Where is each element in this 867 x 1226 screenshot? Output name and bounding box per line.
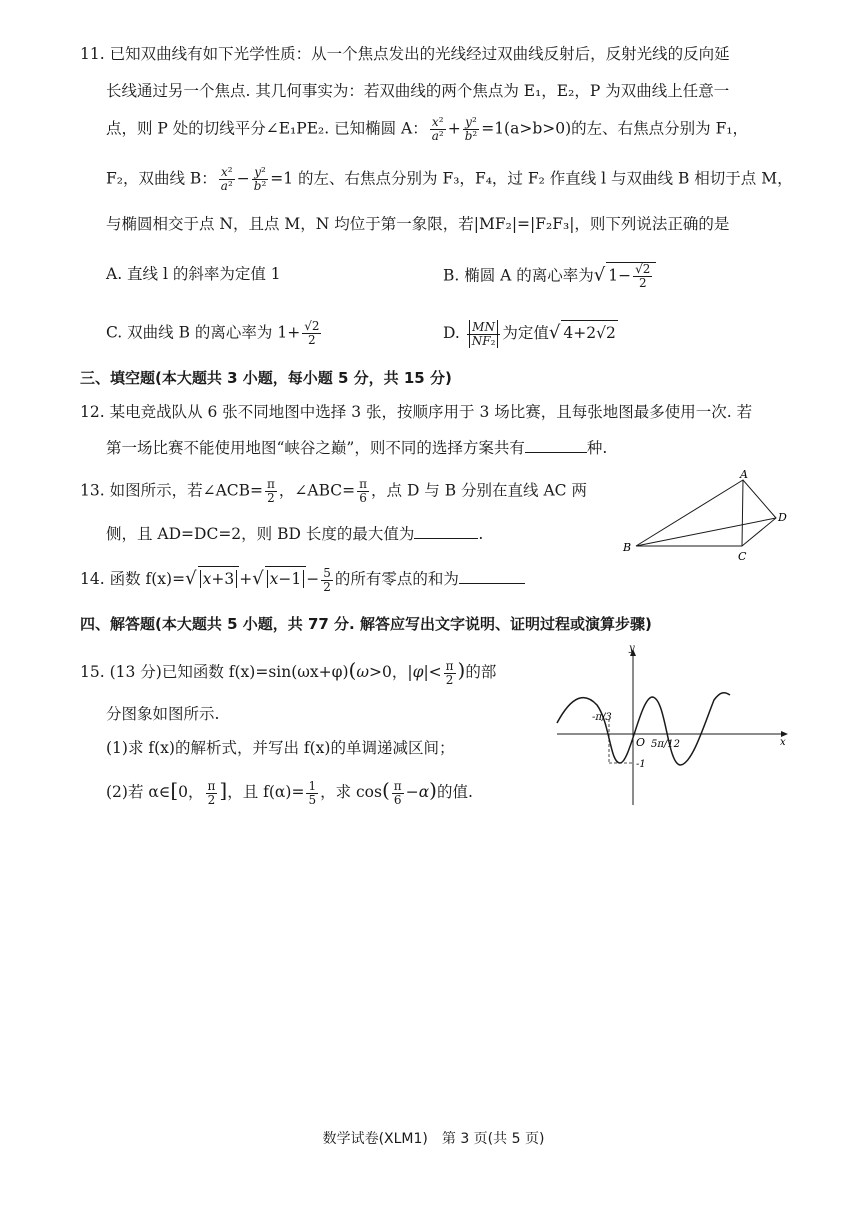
q12-line-1: 12. 某电竞战队从 6 张不同地图中选择 3 张，按顺序用于 3 场比赛，且每张地图最多使用一次. 若 bbox=[80, 403, 753, 421]
q11-line-5: 与椭圆相交于点 N，且点 M，N 均位于第一象限，若|MF₂|=|F₂F₃|，则下列说法正确的是 bbox=[106, 215, 730, 233]
q15-tick-5pi-12: 5π/12 bbox=[651, 739, 681, 750]
q12-answer-blank[interactable] bbox=[525, 438, 587, 453]
page-footer: 数学试卷(XLM1) 第 3 页(共 5 页) bbox=[322, 1131, 545, 1147]
q15-axis-y-label: y bbox=[629, 645, 635, 654]
q15-origin-label: O bbox=[636, 736, 646, 749]
q13-line-2: 侧，且 AD=DC=2，则 BD 长度的最大值为 . bbox=[106, 525, 484, 543]
q11-line-4: F₂，双曲线 B： $\frac{\text{x²}}{\text{a²}}$ − $\frac{\text{y²}}{\text{b²}}$ =1 的左、右焦点分别为 F₃，F₄，过 F₂ 作直线 l 与双曲线 B 相切于点 M， bbox=[106, 165, 793, 193]
q15-line-2: 分图象如图所示. bbox=[106, 705, 220, 723]
q13-label-b: B bbox=[623, 541, 632, 554]
frac-x2-a2: $\frac{\text{x²}}{\text{a²}}$ bbox=[431, 115, 444, 143]
q15-min-label: -1 bbox=[636, 759, 646, 770]
q15-axis-x-label: x bbox=[780, 737, 786, 748]
q11-option-c[interactable]: C. 双曲线 B 的离心率为 1+ $\frac{√2}{2}$ bbox=[106, 319, 320, 347]
section-3-heading: 三、填空题(本大题共 3 小题，每小题 5 分，共 15 分) bbox=[80, 369, 452, 387]
q14-answer-blank[interactable] bbox=[459, 569, 525, 584]
q13-label-c: C bbox=[738, 550, 747, 563]
q13-answer-blank[interactable] bbox=[414, 524, 478, 539]
q15-part-2: (2)若 α∈[0， $\frac{\pi}{2}$ ]，且 f(α)= $\frac{1}{5}$ ，求 cos( $\frac{\pi}{6}$ −α)的值. bbox=[106, 778, 473, 807]
q15-tick-neg-pi-3: -π/3 bbox=[592, 712, 612, 723]
q13-line-1: 13. 如图所示，若∠ACB= $\frac{\pi}{2}$ ，∠ABC= $\frac{\pi}{6}$ ，点 D 与 B 分别在直线 AC 两 bbox=[80, 477, 587, 505]
q13-label-a: A bbox=[740, 470, 748, 481]
section-4-heading: 四、解答题(本大题共 5 小题，共 77 分. 解答应写出文字说明、证明过程或演算步骤) bbox=[80, 615, 652, 633]
q12-line-2: 第一场比赛不能使用地图“峡谷之巅”，则不同的选择方案共有 种. bbox=[106, 439, 608, 457]
q14-line: 14. 函数 f(x)=√ x+3 +√ x−1 − $\frac{5}{2}$ 的所有零点的和为 bbox=[80, 566, 525, 594]
q13-triangle-figure bbox=[618, 470, 793, 565]
q11-option-b[interactable]: B. 椭圆 A 的离心率为√ 1− $\frac{√2}{2}$ bbox=[443, 262, 656, 290]
q11-line-3: 点，则 P 处的切线平分∠E₁PE₂. 已知椭圆 A： $\frac{\text{x²}}{\text{a²}}$ + $\frac{\text{y²}}{\text{b²}}$ =1(a>b>0)的左、右焦点分别为 F₁， bbox=[106, 115, 749, 143]
q15-sine-graph bbox=[552, 645, 792, 810]
q11-option-a[interactable]: A. 直线 l 的斜率为定值 1 bbox=[106, 265, 281, 283]
q15-line-1: 15. (13 分)已知函数 f(x)=sin(ωx+φ)(ω>0，|φ|< $\frac{\pi}{2}$ )的部 bbox=[80, 658, 497, 687]
frac-y2-b2: $\frac{\text{y²}}{\text{b²}}$ bbox=[464, 115, 478, 143]
q11-line-2: 长线通过另一个焦点. 其几何事实为：若双曲线的两个焦点为 E₁，E₂，P 为双曲线上任意一 bbox=[106, 82, 730, 100]
q11-line-1: 11. 已知双曲线有如下光学性质：从一个焦点发出的光线经过双曲线反射后，反射光线的反向延 bbox=[80, 45, 730, 63]
q15-part-1: (1)求 f(x)的解析式，并写出 f(x)的单调递减区间； bbox=[106, 739, 455, 757]
q13-label-d: D bbox=[778, 511, 787, 524]
q11-option-d[interactable]: D. $\frac{MN}{\text{NF₂}}$ 为定值√ 4+2√2 bbox=[443, 319, 616, 348]
